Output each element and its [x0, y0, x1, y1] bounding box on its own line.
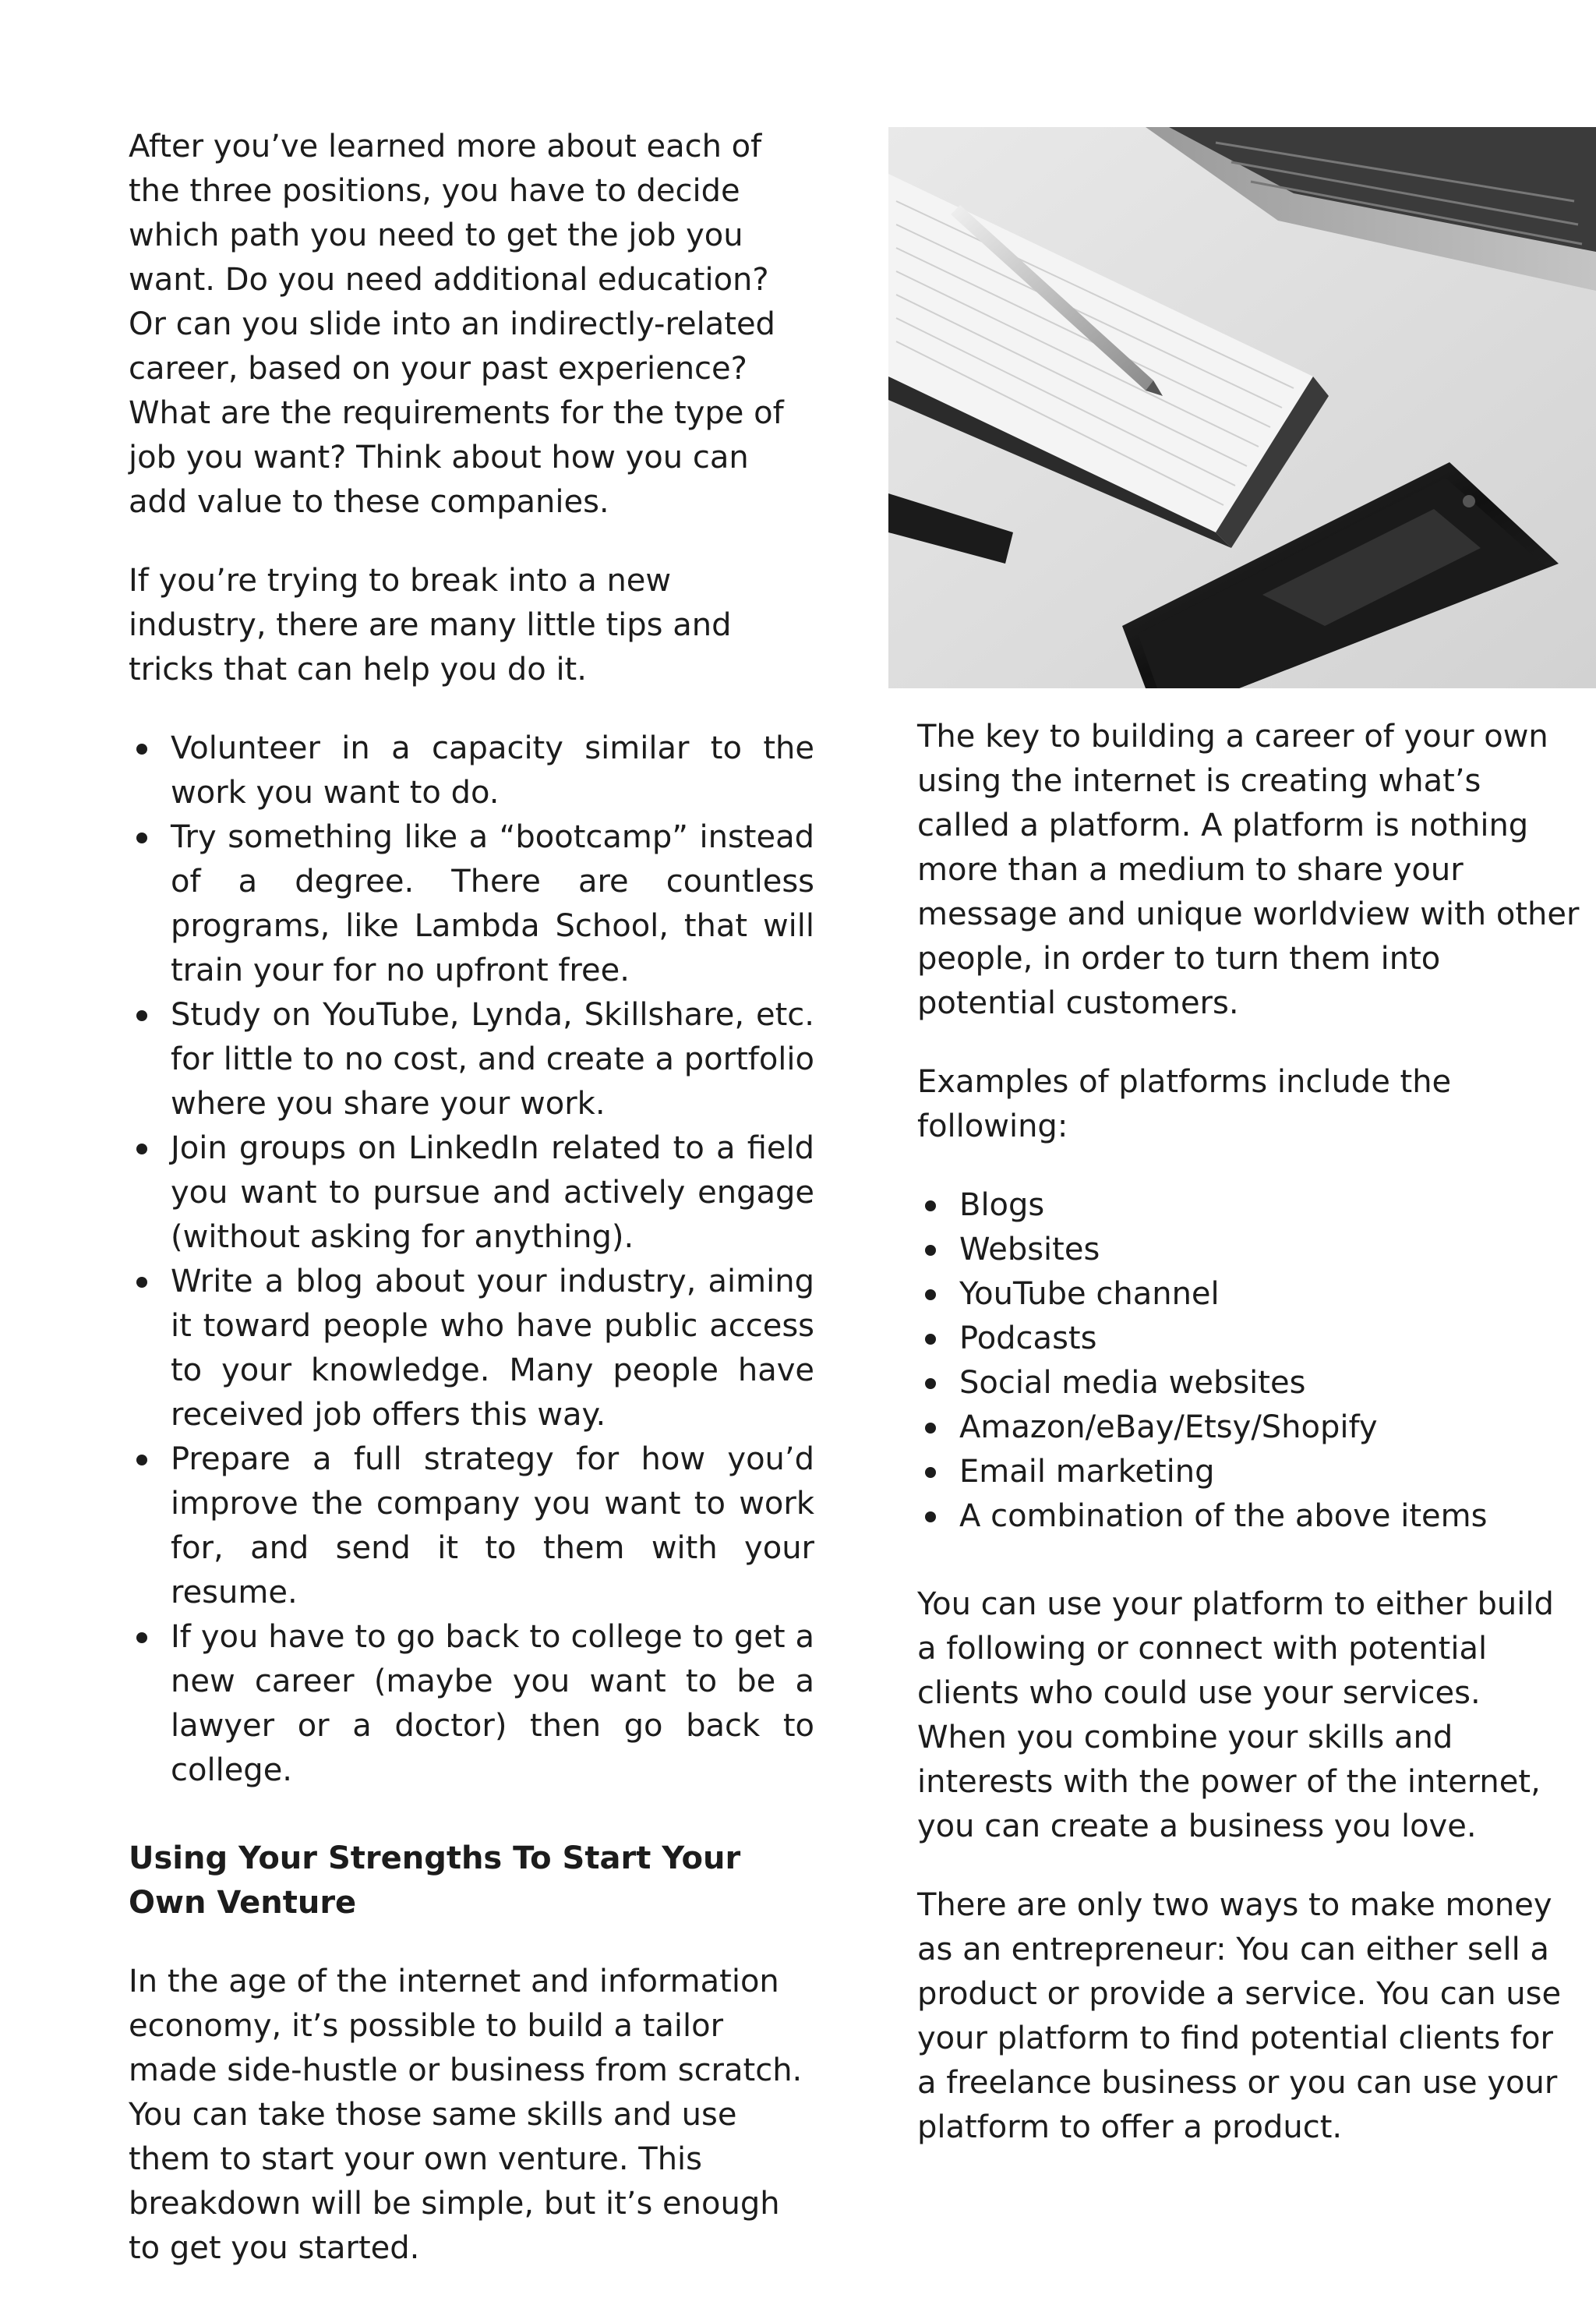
right-column	[917, 715, 1580, 2184]
tips-list	[129, 726, 814, 1793]
left-column	[129, 125, 814, 2305]
list-item: Volunteer in a capacity similar to the work you want to do.	[129, 726, 814, 815]
list-item: Prepare a full strategy for how you’d improve the company you want to work for, and send it to them with your resume.	[129, 1437, 814, 1615]
list-item: Amazon/eBay/Etsy/Shopify	[917, 1405, 1580, 1450]
list-item: Try something like a “bootcamp” instead of a degree. There are countless programs, like Lambda School, that will train your for no upfront free.	[129, 815, 814, 993]
platform-use-paragraph: You can use your platform to either build a following or connect with potential clients who could use your services. When you combine your skills and interests with the power of the internet, you can create a business you love.	[917, 1586, 1554, 1844]
platform-paragraph: The key to building a career of your own using the internet is creating what’s called a platform. A platform is nothing more than a medium to share your message and unique worldview with other people, in order to turn them into potential customers.	[917, 719, 1580, 1021]
list-item: Podcasts	[917, 1317, 1580, 1361]
platforms-list	[917, 1183, 1580, 1539]
laptop-notebook-pen-phone-photo	[888, 127, 1596, 688]
list-item: Email marketing	[917, 1450, 1580, 1494]
list-item: If you have to go back to college to get a new career (maybe you want to be a lawyer or a doctor) then go back to college.	[129, 1615, 814, 1793]
photo-illustration-icon	[888, 127, 1596, 688]
tips-intro-paragraph: If you’re trying to break into a new industry, there are many little tips and tricks that can help you do it.	[129, 563, 732, 688]
list-item: Blogs	[917, 1183, 1580, 1228]
list-item: A combination of the above items	[917, 1494, 1580, 1539]
intro-paragraph: After you’ve learned more about each of the three positions, you have to decide which path you need to get the job you want. Do you need additional education? Or can you slide into an indirectly-related career, based on your past experience? What are the requirements for the type of job you want? Think about how you can add value to these companies.	[129, 129, 784, 520]
list-item: Social media websites	[917, 1361, 1580, 1405]
venture-paragraph: In the age of the internet and information economy, it’s possible to build a tailor made side-hustle or business from scratch. You can take those same skills and use them to start your own venture. This breakdown will be simple, but it’s enough to get you started.	[129, 1964, 803, 2266]
make-money-paragraph: There are only two ways to make money as an entrepreneur: You can either sell a product or provide a service. You can use your platform to find potential clients for a freelance business or you can use your platform to offer a product.	[917, 1887, 1562, 2145]
list-item: Write a blog about your industry, aiming it toward people who have public access to your knowledge. Many people have received job offers this way.	[129, 1260, 814, 1437]
list-item: Study on YouTube, Lynda, Skillshare, etc. for little to no cost, and create a portfolio where you share your work.	[129, 993, 814, 1126]
examples-intro-paragraph: Examples of platforms include the following:	[917, 1064, 1452, 1144]
list-item: YouTube channel	[917, 1272, 1580, 1317]
list-item: Websites	[917, 1228, 1580, 1272]
list-item: Join groups on LinkedIn related to a field you want to pursue and actively engage (without asking for anything).	[129, 1126, 814, 1260]
section-heading: Using Your Strengths To Start Your Own Venture	[129, 1840, 741, 1921]
